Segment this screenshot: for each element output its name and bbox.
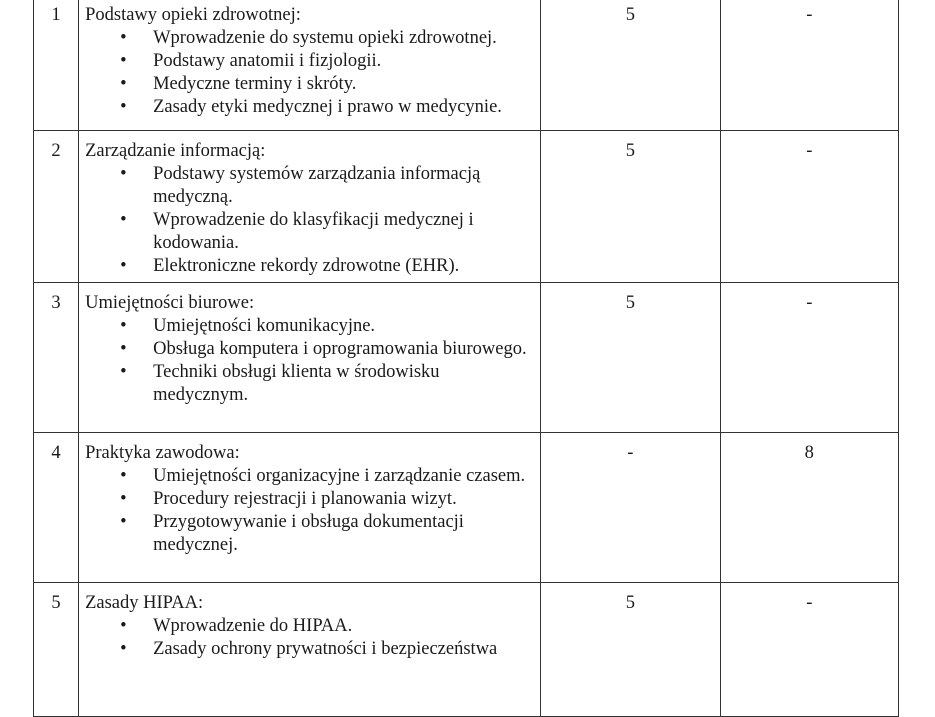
topic-bullet-list [85,27,534,119]
value-cell-b: - [720,131,898,283]
topic-bullet-list [85,615,534,661]
list-item: • Podstawy systemów zarządzania informacją medyczną. [85,163,534,209]
value-cell-b: - [720,0,898,131]
topic-cell [79,583,541,717]
list-item: • Obsługa komputera i oprogramowania biurowego. [85,338,534,361]
row-number: 3 [34,283,79,433]
list-item: • Umiejętności komunikacyjne. [85,315,534,338]
list-item: • Elektroniczne rekordy zdrowotne (EHR). [85,255,534,278]
list-item: • Wprowadzenie do HIPAA. [85,615,534,638]
table-row [34,583,899,717]
value-cell-a: - [541,433,720,583]
topic-title: Praktyka zawodowa: [85,443,240,463]
list-item: • Medyczne terminy i skróty. [85,73,534,96]
list-item: • Zasady etyki medycznej i prawo w medycynie. [85,96,534,119]
list-item: • Zasady ochrony prywatności i bezpieczeństwa [85,638,534,661]
value-cell-a: 5 [541,131,720,283]
list-item: • Podstawy anatomii i fizjologii. [85,50,534,73]
list-item: • Wprowadzenie do systemu opieki zdrowotnej. [85,27,534,50]
table-row [34,283,899,433]
topic-bullet-list [85,465,534,557]
value-cell-a: 5 [541,283,720,433]
topic-bullet-list [85,315,534,407]
value-cell-b: - [720,583,898,717]
topic-cell [79,0,541,131]
list-item: • Przygotowywanie i obsługa dokumentacji medycznej. [85,511,534,557]
table-row [34,433,899,583]
topic-title: Zarządzanie informacją: [85,141,266,161]
topic-bullet-list [85,163,534,278]
table-row [34,131,899,283]
list-item: • Procedury rejestracji i planowania wizyt. [85,488,534,511]
row-number: 4 [34,433,79,583]
topic-title: Podstawy opieki zdrowotnej: [85,5,301,25]
row-number: 5 [34,583,79,717]
value-cell-a: 5 [541,583,720,717]
curriculum-table [33,0,899,717]
row-number: 1 [34,0,79,131]
row-number: 2 [34,131,79,283]
list-item: • Wprowadzenie do klasyfikacji medycznej i kodowania. [85,209,534,255]
topic-title: Zasady HIPAA: [85,593,204,613]
list-item: • Umiejętności organizacyjne i zarządzanie czasem. [85,465,534,488]
topic-cell [79,131,541,283]
table-row [34,0,899,131]
value-cell-b: - [720,283,898,433]
topic-cell [79,433,541,583]
topic-title: Umiejętności biurowe: [85,293,255,313]
list-item: • Techniki obsługi klienta w środowisku medycznym. [85,361,534,407]
value-cell-a: 5 [541,0,720,131]
value-cell-b: 8 [720,433,898,583]
topic-cell [79,283,541,433]
